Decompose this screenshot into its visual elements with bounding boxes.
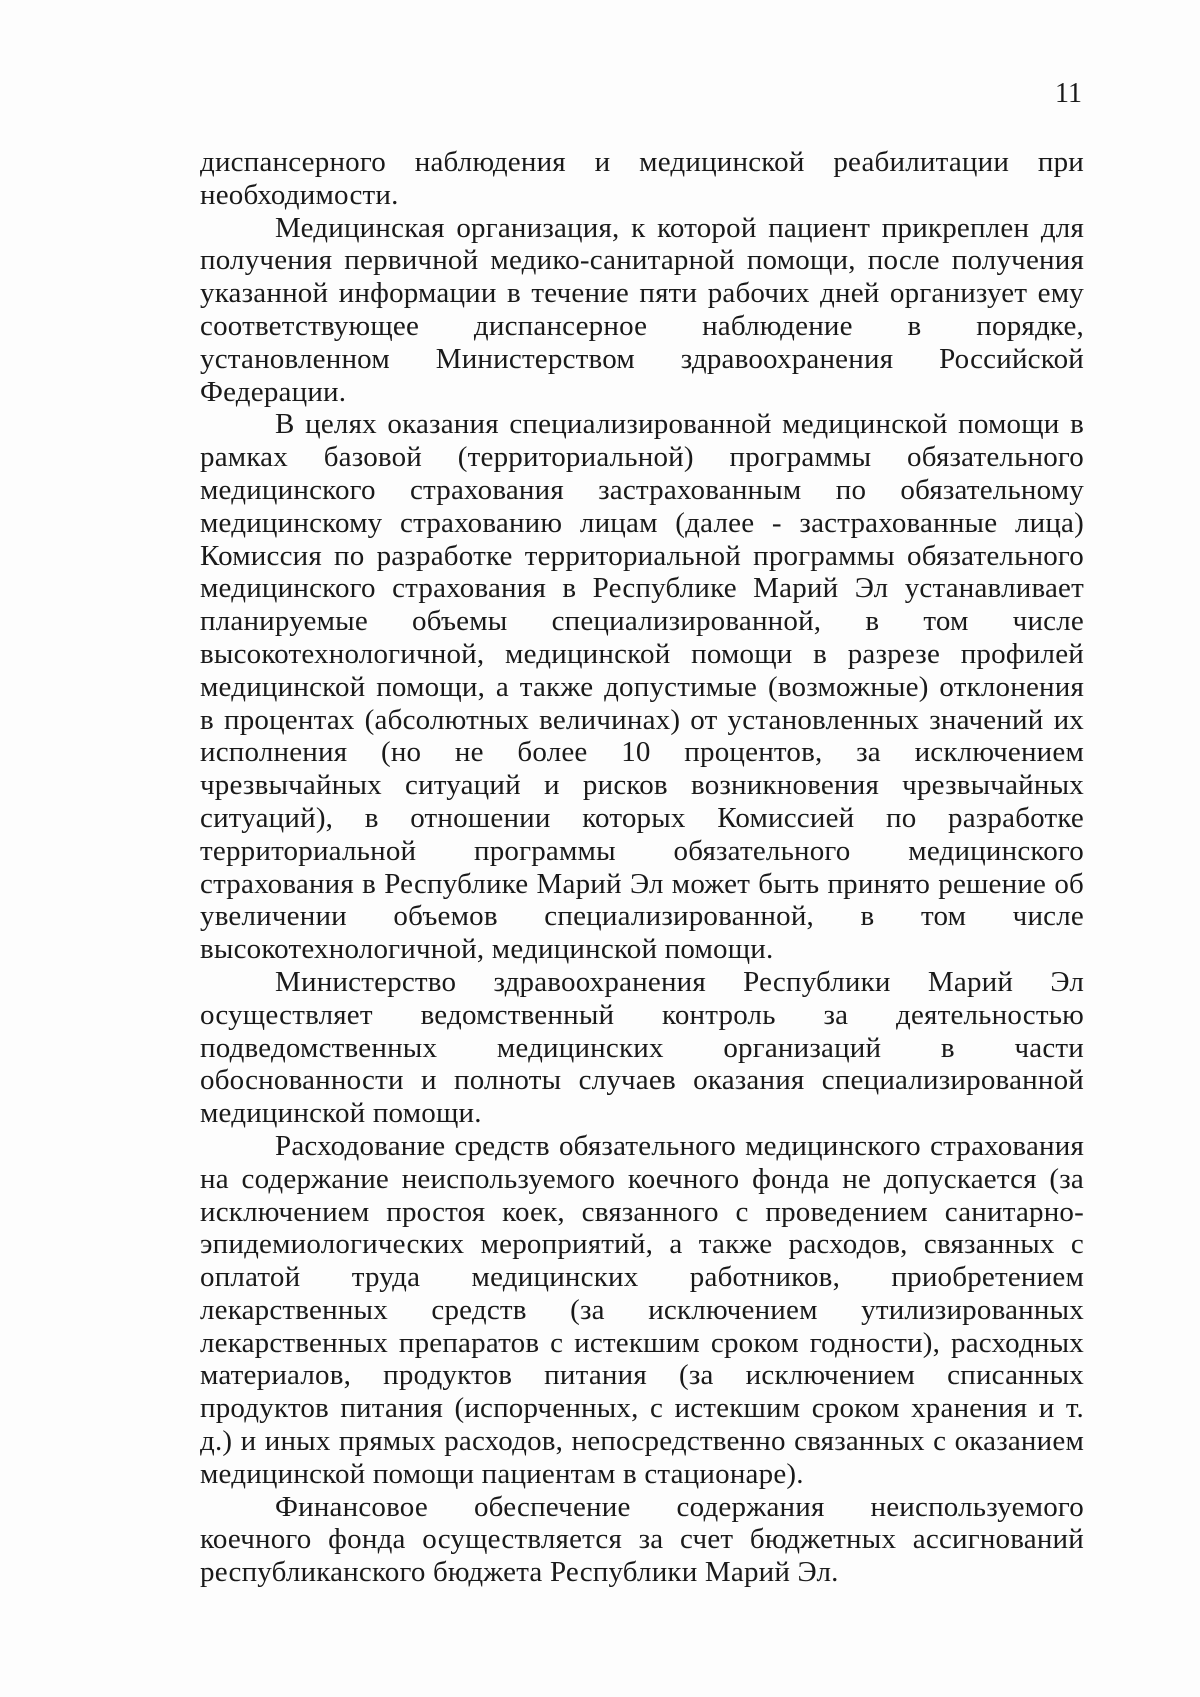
paragraph-continuation: диспансерного наблюдения и медицинской реабилитации при необходимости. [200,146,1084,211]
paragraph-ministry-control: Министерство здравоохранения Республики Марий Эл осуществляет ведомственный контроль за деятельностью подведомственных медицинских организаций в части обоснованности и полноты случаев оказания специализированной медицинской помощи. [200,965,1084,1130]
paragraph-specialized-care: В целях оказания специализированной медицинской помощи в рамках базовой (территориальной) программы обязательного медицинского страхования застрахованным по обязательному медицинскому страхованию лицам (далее - застрахованные лица) Комиссия по разработке территориальной программы обязательного медицинского страхования в Республике Марий Эл устанавливает планируемые объемы специализированной, в том числе высокотехнологичной, медицинской помощи в разрезе профилей медицинской помощи, а также допустимые (возможные) отклонения в процентах (абсолютных величинах) от установленных значений их исполнения (но не более 10 процентов, за исключением чрезвычайных ситуаций и рисков возникновения чрезвычайных ситуаций), в отношении которых Комиссией по разработке территориальной программы обязательного медицинского страхования в Республике Марий Эл может быть принято решение об увеличении объемов специализированной, в том числе высокотехнологичной, медицинской помощи. [200,408,1084,966]
paragraph-medical-organization: Медицинская организация, к которой пациент прикреплен для получения первичной медико-санитарной помощи, после получения указанной информации в течение пяти рабочих дней организует ему соответствующее диспансерное наблюдение в порядке, установленном Министерством здравоохранения Российской Федерации. [200,211,1084,408]
paragraph-financing: Финансовое обеспечение содержания неиспользуемого коечного фонда осуществляется за счет бюджетных ассигнований республиканского бюджета Республики Марий Эл. [200,1490,1084,1589]
paragraph-bed-fund-expenses: Расходование средств обязательного медицинского страхования на содержание неиспользуемого коечного фонда не допускается (за исключением простоя коек, связанного с проведением санитарно-эпидемиологических мероприятий, а также расходов, связанных с оплатой труда медицинских работников, приобретением лекарственных средств (за исключением утилизированных лекарственных препаратов с истекшим сроком годности), расходных материалов, продуктов питания (за исключением списанных продуктов питания (испорченных, с истекшим сроком хранения и т. д.) и иных прямых расходов, непосредственно связанных с оказанием медицинской помощи пациентам в стационаре). [200,1129,1084,1490]
document-body [200,146,1084,1589]
page-number: 11 [1055,78,1082,109]
